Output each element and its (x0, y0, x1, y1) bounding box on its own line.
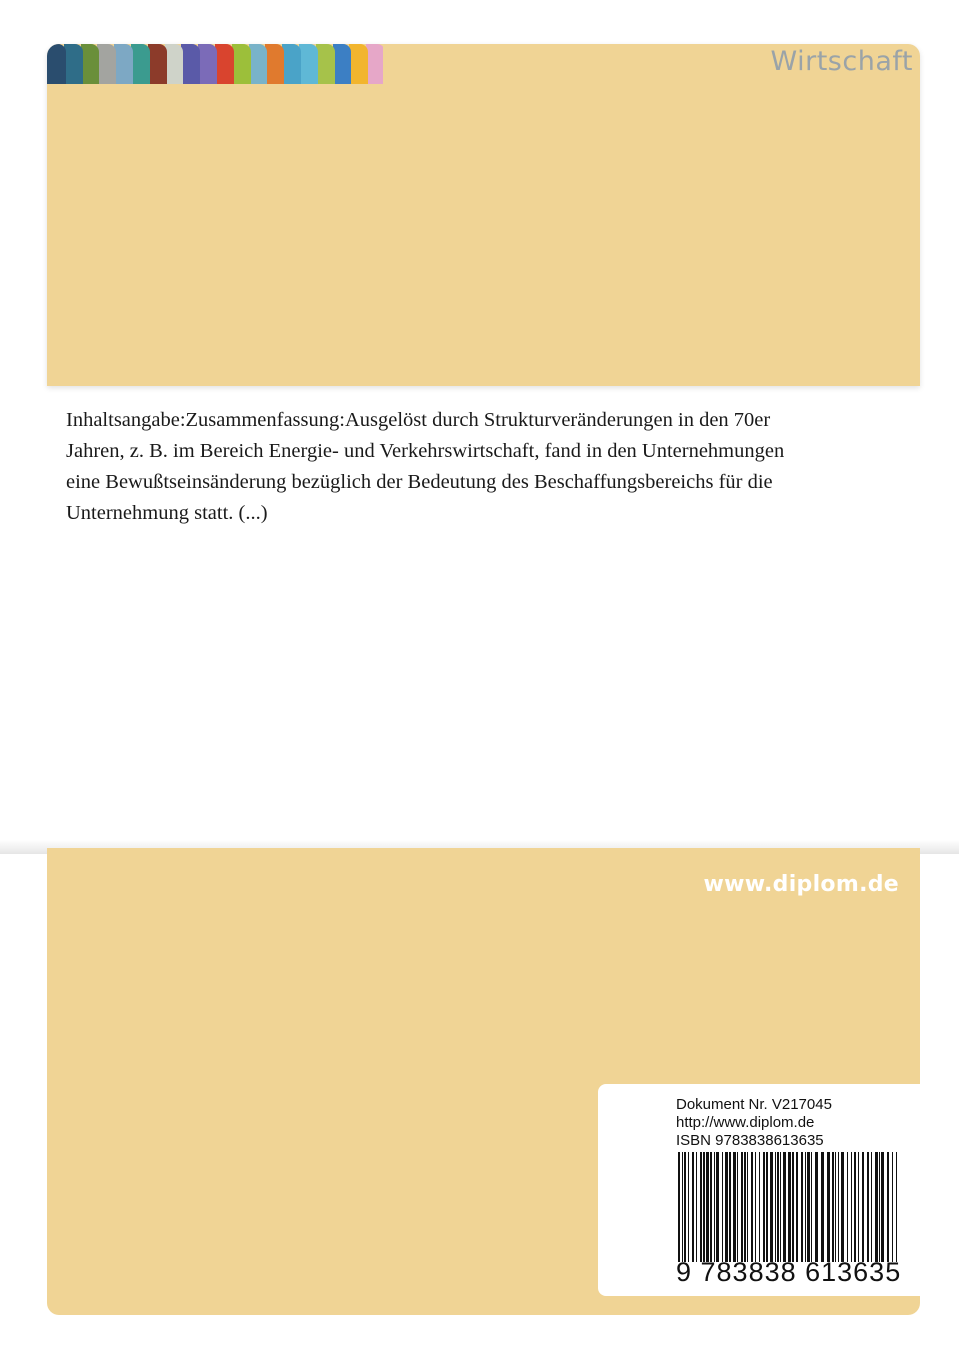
barcode-bar (770, 1152, 773, 1262)
color-stripe (148, 44, 167, 84)
barcode-bar (714, 1152, 715, 1262)
color-stripe (165, 44, 184, 84)
barcode-bar (858, 1152, 859, 1262)
color-stripe (316, 44, 335, 84)
color-stripe (232, 44, 251, 84)
barcode-bar (741, 1152, 743, 1262)
color-stripe (249, 44, 268, 84)
color-stripe (366, 44, 383, 84)
abstract-line: Inhaltsangabe:Zusammenfassung:Ausgelöst durch Strukturveränderungen in den 70er (66, 409, 771, 431)
barcode-bar (763, 1152, 765, 1262)
barcode-bar (766, 1152, 768, 1262)
abstract-line: eine Bewußtseinsänderung bezüglich der Bedeutung des Beschaffungsbereichs für die (66, 471, 773, 493)
barcode-bar (692, 1152, 694, 1262)
color-stripe (198, 44, 217, 84)
abstract-line: Jahren, z. B. im Bereich Energie- und Verkehrswirtschaft, fand in den Unternehmungen (66, 440, 785, 462)
isbn-number: ISBN 9783838613635 (676, 1132, 824, 1149)
cover-top-panel (47, 44, 920, 386)
barcode-bar (725, 1152, 728, 1262)
barcode-bar (815, 1152, 818, 1262)
color-stripe (282, 44, 301, 84)
barcode-bar (892, 1152, 893, 1262)
barcode-bar (827, 1152, 830, 1262)
barcode-bar (759, 1152, 760, 1262)
barcode-bar (703, 1152, 705, 1262)
color-stripe (333, 44, 352, 84)
barcode-bar (710, 1152, 712, 1262)
barcode-bar (896, 1152, 897, 1262)
color-stripe (64, 44, 83, 84)
barcode-bar (862, 1152, 864, 1262)
barcode-bar (688, 1152, 689, 1262)
color-stripe (349, 44, 368, 84)
barcode-bar (832, 1152, 834, 1262)
barcode-bar (684, 1152, 686, 1262)
color-stripes (47, 44, 383, 84)
barcode-bar (792, 1152, 794, 1262)
barcode-bar (821, 1152, 824, 1262)
barcode-bar (847, 1152, 848, 1262)
barcode-digits: 9 783838 613635 (676, 1257, 902, 1287)
barcode-bar (887, 1152, 889, 1262)
barcode-bar (733, 1152, 736, 1262)
barcode-bar (777, 1152, 779, 1262)
barcode-bar (755, 1152, 756, 1262)
barcode-bar (751, 1152, 753, 1262)
barcode-bar (678, 1152, 680, 1262)
barcode-bar (854, 1152, 856, 1262)
barcode-bar (788, 1152, 791, 1262)
barcode-bar (729, 1152, 731, 1262)
abstract-line: Unternehmung statt. (...) (66, 502, 268, 524)
barcode-bar (775, 1152, 776, 1262)
document-number: Dokument Nr. V217045 (676, 1096, 832, 1113)
barcode-bar (805, 1152, 806, 1262)
barcode-bar (807, 1152, 810, 1262)
color-stripe (47, 44, 66, 84)
barcode-bar (747, 1152, 748, 1262)
color-stripe (181, 44, 200, 84)
color-stripe (131, 44, 150, 84)
barcode-bar (851, 1152, 852, 1262)
barcode-bar (835, 1152, 836, 1262)
color-stripe (299, 44, 318, 84)
publisher-url: http://www.diplom.de (676, 1114, 815, 1131)
barcode-bar (801, 1152, 803, 1262)
barcode (676, 1152, 901, 1262)
barcode-bar (700, 1152, 702, 1262)
color-stripe (81, 44, 100, 84)
barcode-bar (796, 1152, 798, 1262)
barcode-bar (875, 1152, 878, 1262)
barcode-bar (696, 1152, 697, 1262)
barcode-bar (881, 1152, 884, 1262)
color-stripe (215, 44, 234, 84)
abstract-text (66, 405, 866, 529)
color-stripe (265, 44, 284, 84)
barcode-bar (783, 1152, 786, 1262)
category-label: Wirtschaft (770, 46, 913, 77)
barcode-bar (682, 1152, 683, 1262)
barcode-bar (867, 1152, 869, 1262)
barcode-bar (737, 1152, 738, 1262)
barcode-bar (716, 1152, 719, 1262)
barcode-bar (811, 1152, 812, 1262)
barcode-bar (780, 1152, 781, 1262)
barcode-bar (706, 1152, 709, 1262)
publisher-website: www.diplom.de (703, 872, 899, 897)
barcode-bar (879, 1152, 880, 1262)
barcode-bar (841, 1152, 844, 1262)
color-stripe (114, 44, 133, 84)
barcode-bar (744, 1152, 746, 1262)
barcode-bar (722, 1152, 723, 1262)
color-stripe (97, 44, 116, 84)
barcode-bar (871, 1152, 872, 1262)
barcode-bar (838, 1152, 839, 1262)
